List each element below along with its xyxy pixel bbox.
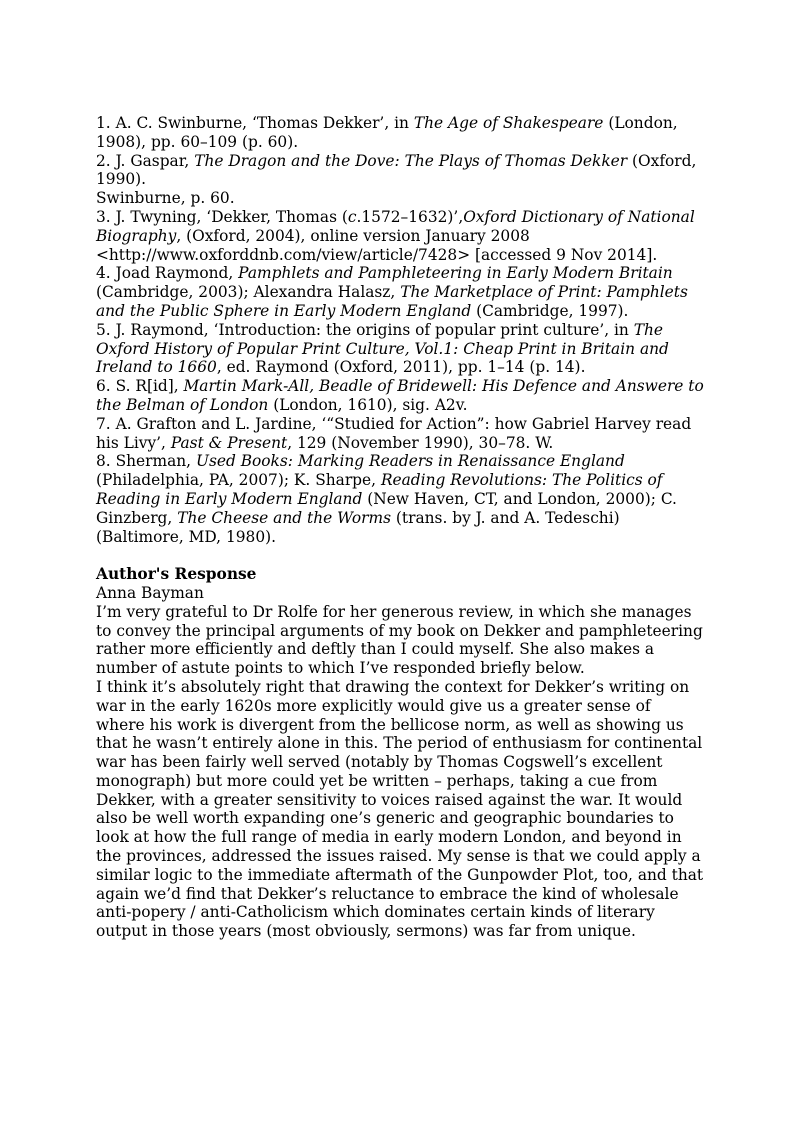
footnote-5 [96,321,704,377]
footnote-title: The Dragon and the Dove: The Plays of Thomas Dekker [194,151,628,170]
footnote-text: (Philadelphia, PA, 2007); K. Sharpe, [96,471,381,490]
footnote-text: (London, 1908), pp. 60–109 (p. 60). [96,114,678,151]
footnote-text: Swinburne, p. 60. [96,189,235,208]
footnote-4 [96,264,704,320]
document-page [96,114,704,941]
footnote-title: Pamphlets and Pamphleteering in Early Modern Britain [238,264,673,283]
footnote-text: (trans. by J. and A. Tedeschi) (Baltimore, MD, 1980). [96,508,620,546]
response-paragraph-1: I’m very grateful to Dr Rolfe for her generous review, in which she manages to convey the principal arguments of my book on Dekker and pamphleteering rather more efficiently and deftly than I could myself. She also makes a number of astute points to which I’ve responded briefly below. [96,602,703,678]
footnote-text: 2. J. Gaspar, [96,151,195,170]
footnote-text: 6. S. R[id], [96,377,184,396]
footnote-text: 3. J. Twyning, ‘Dekker, Thomas ( [96,207,348,226]
footnote-text: (Cambridge, 1997). [471,301,629,320]
footnote-3 [96,208,704,264]
footnote-2 [96,152,704,190]
footnote-text: (Oxford, 1990). [96,151,697,189]
footnote-text: , 129 (November 1990), 30–78. W. [287,433,554,452]
footnote-text: (London, 1610), sig. A2v. [268,395,468,414]
footnote-title: Reading Revolutions: The Politics of Reading in Early Modern England [96,471,663,508]
footnote-text: 1. A. C. Swinburne, ‘Thomas Dekker’, in [96,114,414,132]
section-spacer [96,546,704,565]
footnote-title: The Age of Shakespeare [413,114,604,132]
author-name: Anna Bayman [96,583,204,602]
footnote-8 [96,452,704,546]
footnote-7 [96,415,704,453]
footnote-1 [96,114,704,152]
footnote-text: (Cambridge, 2003); Alexandra Halasz, [96,283,401,302]
footnote-text: 4. Joad Raymond, [96,264,239,283]
footnote-text: , (Oxford, 2004), online version January 2008 <http://www.oxforddnb.com/view/article/7428> [accessed 9 Nov 2014]. [96,226,658,264]
footnote-title: Used Books: Marking Readers in Renaissance England [195,452,625,471]
footnote-text: (New Haven, CT, and London, 2000); C. Ginzberg, [96,489,677,527]
footnote-title: The Oxford History of Popular Print Culture, Vol.1: Cheap Print in Britain and Ireland to 1660 [96,320,669,377]
response-paragraph-2: I think it’s absolutely right that drawing the context for Dekker’s writing on war in the early 1620s more explicitly would give us a greater sense of where his work is divergent from the bellicose norm, as well as showing us that he wasn’t entirely alone in this. The period of enthusiasm for continental war has been fairly well served (notably by Thomas Cogswell’s excellent monograph) but more could yet be written – perhaps, taking a cue from Dekker, with a greater sensitivity to voices raised against the war. It would also be well worth expanding one’s generic and geographic boundaries to look at how the full range of media in early modern London, and beyond in the provinces, addressed the issues raised. My sense is that we could apply a similar logic to the immediate aftermath of the Gunpowder Plot, too, and that again we’d find that Dekker’s reluctance to embrace the kind of wholesale anti-popery / anti-Catholicism which dominates certain kinds of literary output in those years (most obviously, sermons) was far from unique. [96,677,704,941]
section-heading: Author's Response [96,565,257,584]
footnote-circa: c [347,207,357,226]
footnote-text: , ed. Raymond (Oxford, 2011), pp. 1–14 (p. 14). [216,358,586,377]
footnote-title: The Cheese and the Worms [177,508,392,527]
footnote-6 [96,377,704,415]
footnote-text: 5. J. Raymond, ‘Introduction: the origins of popular print culture’, in [96,320,634,339]
footnote-title: Past & Present [170,433,288,452]
footnote-text: 8. Sherman, [96,452,196,471]
footnote-title: The Marketplace of Print: Pamphlets and the Public Sphere in Early Modern England [96,283,688,320]
footnote-text: 7. A. Grafton and L. Jardine, ‘“Studied for Action”: how Gabriel Harvey read his Livy’, [96,414,692,452]
footnote-title: Oxford Dictionary of National Biography [96,207,695,245]
authors-response [96,565,704,941]
footnote-title: Martin Mark-All, Beadle of Bridewell: His Defence and Answere to the Belman of London [96,377,704,414]
footnotes [96,114,704,546]
footnote-ibid [96,189,704,208]
footnote-text: .1572–1632)’, [356,207,464,226]
